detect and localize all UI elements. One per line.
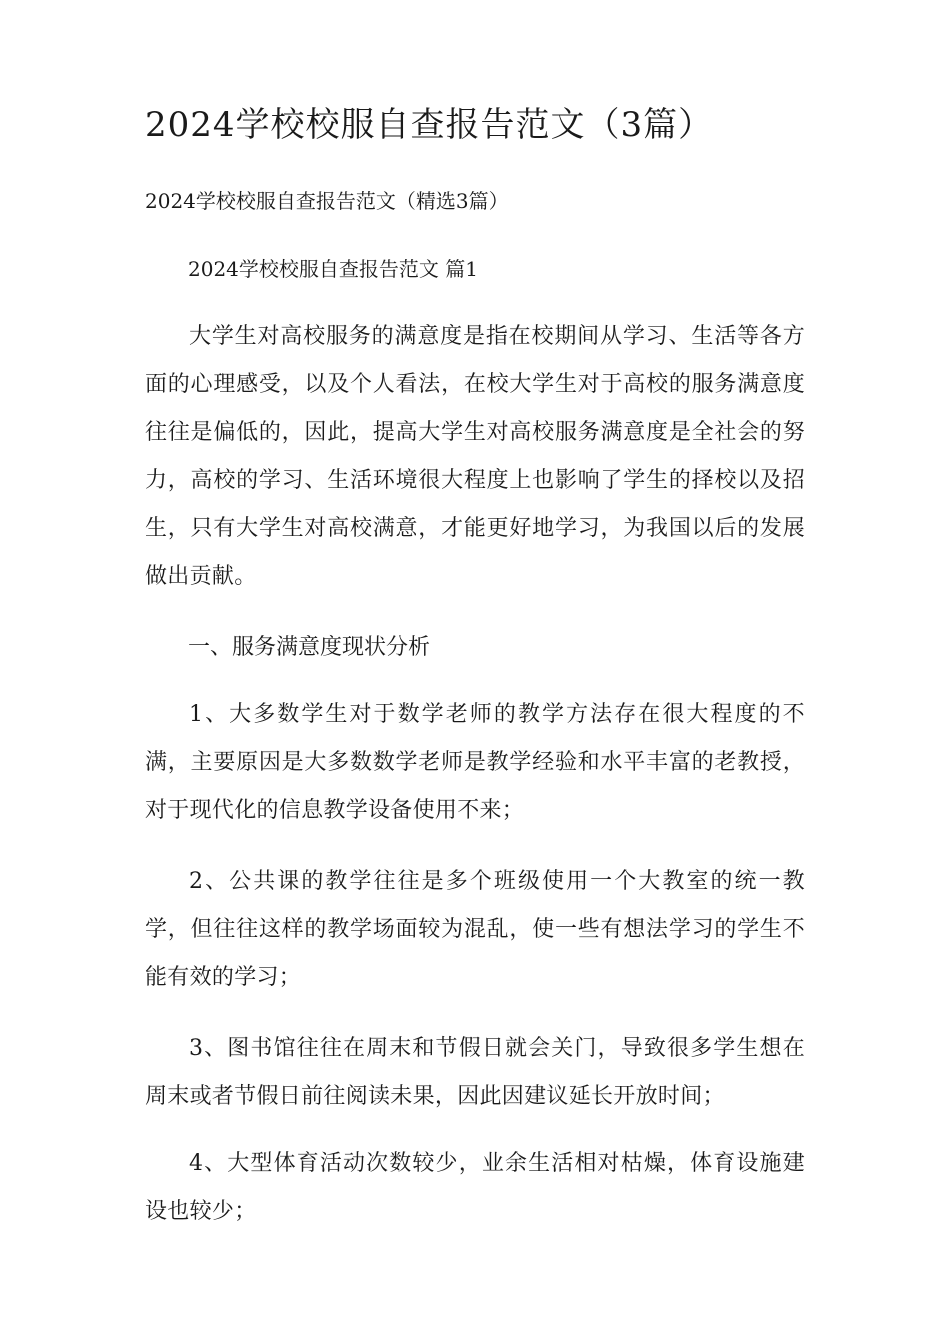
- intro-paragraph: 大学生对高校服务的满意度是指在校期间从学习、生活等各方面的心理感受，以及个人看法，在校大学生对于高校的服务满意度往往是偏低的，因此，提高大学生对高校服务满意度是全社会的努力，高校的学习、生活环境很大程度上也影响了学生的择校以及招生，只有大学生对高校满意，才能更好地学习，为我国以后的发展做出贡献。: [145, 324, 805, 589]
- list-item-3: 3、图书馆往往在周末和节假日就会关门，导致很多学生想在周末或者节假日前往阅读未果，因此因建议延长开放时间；: [145, 1036, 805, 1109]
- article-heading: 2024学校校服自查报告范文 篇1: [188, 257, 478, 281]
- list-item-2: 2、公共课的教学往往是多个班级使用一个大教室的统一教学，但往往这样的教学场面较为混乱，使一些有想法学习的学生不能有效的学习；: [145, 869, 805, 990]
- document-title: 2024学校校服自查报告范文（3篇）: [145, 105, 714, 145]
- list-item-1: 1、大多数学生对于数学老师的教学方法存在很大程度的不满，主要原因是大多数数学老师是教学经验和水平丰富的老教授，对于现代化的信息教学设备使用不来；: [145, 702, 805, 823]
- document-subtitle: 2024学校校服自查报告范文（精选3篇）: [145, 189, 509, 213]
- list-item-4: 4、大型体育活动次数较少，业余生活相对枯燥，体育设施建设也较少；: [145, 1151, 805, 1224]
- section-heading-1: 一、服务满意度现状分析: [188, 635, 431, 660]
